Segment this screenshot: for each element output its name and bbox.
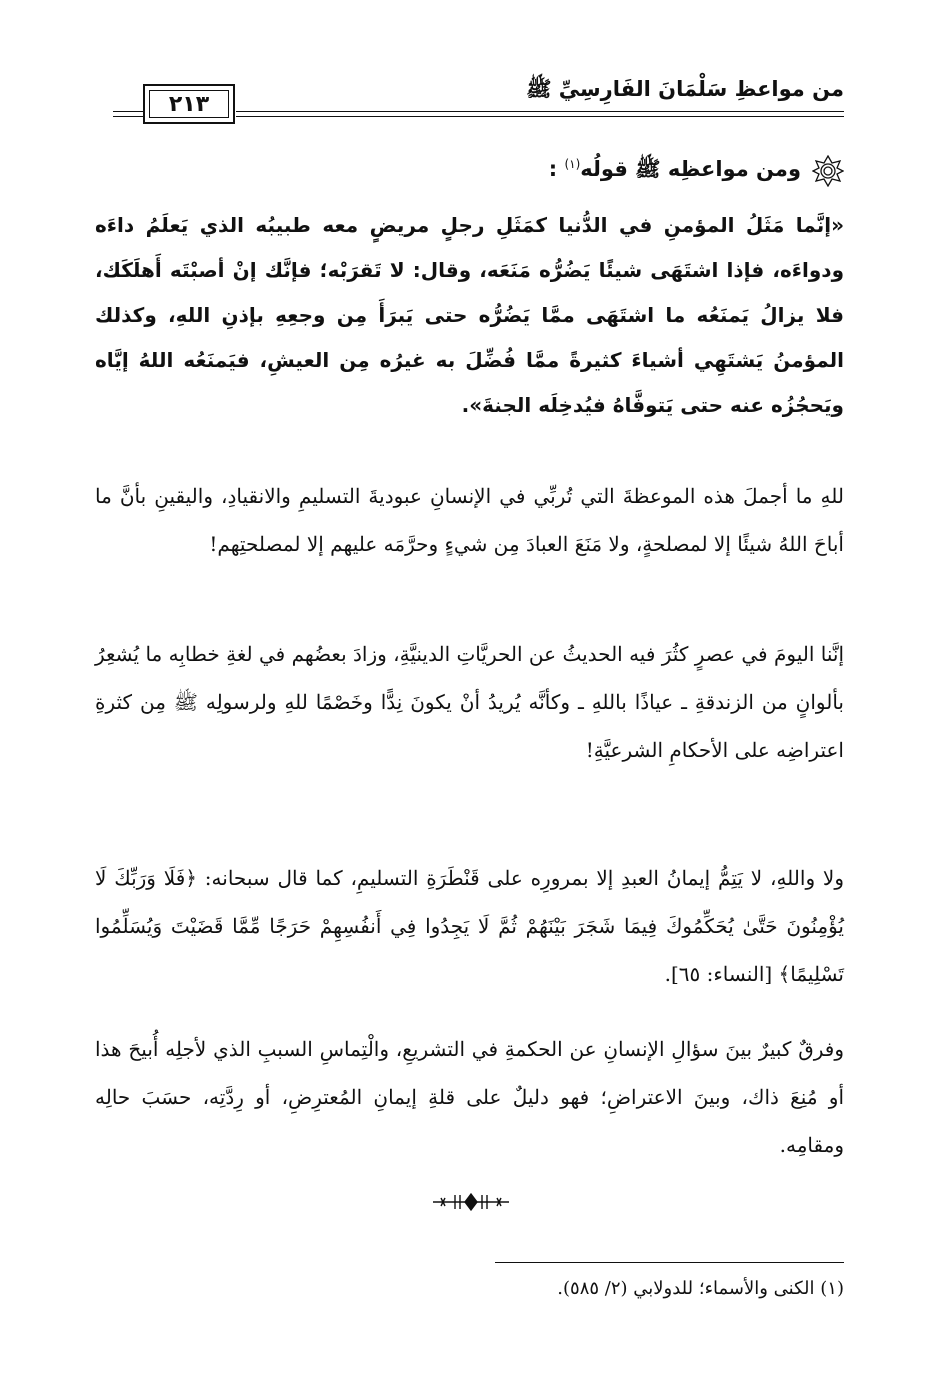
page-number-side-rule <box>113 111 143 112</box>
page-number: ٢١٣ <box>149 90 229 118</box>
header-rule-secondary <box>236 116 844 117</box>
page-number-side-rule <box>113 116 143 117</box>
hadith-quote-paragraph: «إنَّما مَثَلُ المؤمنِ في الدُّنيا كمَثَلِ رجلٍ مريضٍ معه طبيبُه الذي يَعلَمُ داءَه ودواءَه، فإذا اشتَهَى شيئًا يَضُرُّه مَنَعَه، وقال: لا تَقرَبْه؛ فإنَّك إنْ أصبْتَه أَهلَكَك، فلا يزالُ يَمنَعُه ما اشتَهَى ممَّا يَضُرُّه حتى يَبرَأَ مِن وجعِهِ بإذنِ اللهِ، وكذلك المؤمنُ يَشتَهِي أشياءَ كثيرةً ممَّا فُضِّلَ به غيرُه مِن العيشِ، فيَمنَعُه اللهُ إيَّاه ويَحجُزُه عنه حتى يَتوفَّاهُ فيُدخِلَه الجنةَ». <box>95 213 844 417</box>
footnote-rule <box>495 1262 844 1263</box>
footnote-reference: (١) <box>564 157 581 171</box>
footnote-text: (١) الكنى والأسماء؛ للدولابي (٢/ ٥٨٥). <box>557 1278 844 1299</box>
section-heading-colon: : <box>548 157 558 181</box>
ornament-divider-icon <box>431 1190 511 1214</box>
page-number-box <box>143 84 235 124</box>
header-rule <box>236 111 844 112</box>
ornament-flower-icon <box>812 155 844 187</box>
body-paragraph-with-verse: ولا واللهِ، لا يَتِمُّ إيمانُ العبدِ إلا بمرورِه على قَنْطَرَةِ التسليمِ، كما قال سبحانه: ﴿فَلَا وَرَبِّكَ لَا يُؤْمِنُونَ حَتَّىٰ يُحَكِّمُوكَ فِيمَا شَجَرَ بَيْنَهُمْ ثُمَّ لَا يَجِدُوا فِي أَنفُسِهِمْ حَرَجًا مِّمَّا قَضَيْتَ وَيُسَلِّمُوا تَسْلِيمًا﴾ [النساء: ٦٥]. <box>95 866 844 986</box>
running-header-title: من مواعظِ سَلْمَانَ الفَارِسِيِّ ﷺ <box>526 77 844 101</box>
section-heading <box>549 156 801 187</box>
section-heading-text: ومن مواعظِه ﷺ قولُه <box>580 157 801 181</box>
body-paragraph: وفرقٌ كبيرٌ بينَ سؤالِ الإنسانِ عن الحكمةِ في التشريعِ، والْتِماسِ السببِ الذي لأجلِه أُبيحَ هذا أو مُنِعَ ذاك، وبينَ الاعتراضِ؛ فهو دليلٌ على قلةِ إيمانِ المُعترِضِ، أو رِدَّتِه، حسَبَ حالِه ومقامِه. <box>95 1037 844 1157</box>
body-paragraph: إنَّنا اليومَ في عصرٍ كثُرَ فيه الحديثُ عن الحريَّاتِ الدينيَّةِ، وزادَ بعضُهم في لغةِ خطابِه ما يُشعِرُ بألوانٍ من الزندقةِ ـ عياذًا باللهِ ـ وكأنَّه يُريدُ أنْ يكونَ نِدًّا وخَصْمًا للهِ ولرسولِه ﷺ مِن كثرةِ اعتراضِه على الأحكامِ الشرعيَّةِ! <box>95 642 844 762</box>
body-paragraph: للهِ ما أجملَ هذه الموعظةَ التي تُربِّي في الإنسانِ عبوديةَ التسليمِ والانقيادِ، واليقينِ بأنَّ ما أباحَ اللهُ شيئًا إلا لمصلحةٍ، ولا مَنَعَ العبادَ مِن شيءٍ وحرَّمَه عليهم إلا لمصلحتِهم! <box>95 484 844 556</box>
